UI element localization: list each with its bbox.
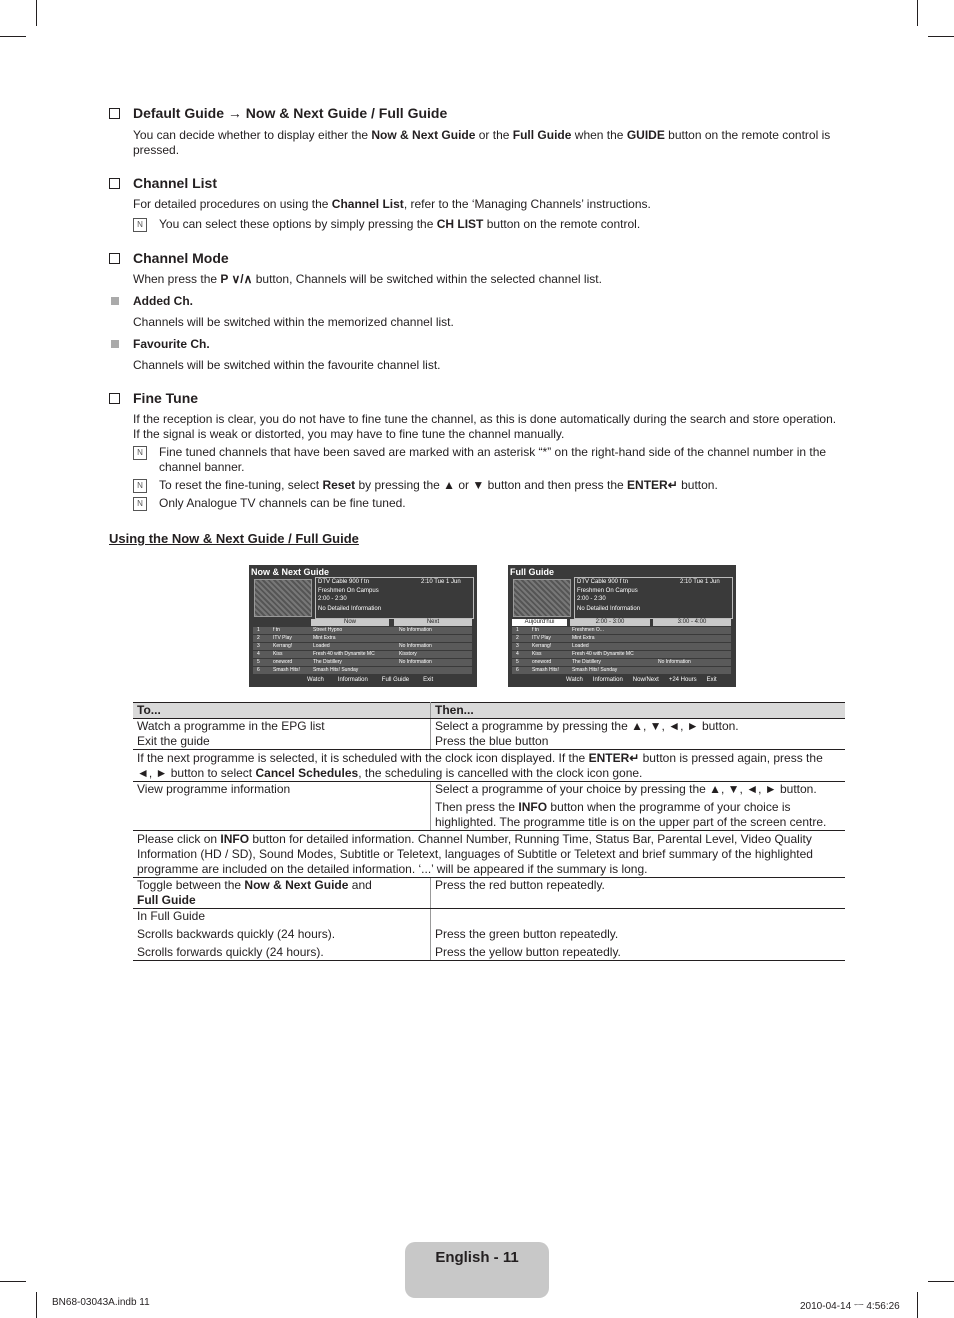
col-now: Now bbox=[311, 619, 389, 626]
checkbox-bullet-icon bbox=[109, 253, 120, 264]
footer-item: Information bbox=[592, 677, 623, 683]
heading-text: Channel List bbox=[133, 175, 218, 191]
heading-text: Fine Tune bbox=[133, 390, 199, 406]
crop-mark bbox=[36, 1292, 37, 1318]
preview-thumbnail bbox=[513, 579, 571, 617]
epg-cell: f tn bbox=[532, 627, 539, 633]
note-icon: N bbox=[133, 446, 147, 460]
crop-mark bbox=[0, 36, 26, 37]
footer-item: Exit bbox=[423, 677, 434, 683]
epg-cell: oneword bbox=[532, 659, 552, 665]
heading-channel-list bbox=[109, 175, 217, 191]
now-next-guide-screen bbox=[249, 565, 477, 687]
epg-cell: 1 bbox=[516, 627, 519, 633]
epg-row[interactable] bbox=[512, 635, 731, 642]
table-header bbox=[133, 703, 845, 719]
table-row: In Full Guide Scrolls backwards quickly (24 hours). Scrolls forwards quickly (24 hours). Press the green button repeatedly. Press the yellow button repeatedly. bbox=[133, 909, 845, 961]
table-row: Exit the guide Press the blue button bbox=[133, 734, 845, 750]
epg-row[interactable] bbox=[512, 667, 731, 674]
full-guide-screen bbox=[508, 565, 736, 687]
epg-cell: ITV Play bbox=[273, 635, 292, 641]
added-ch-title: Added Ch. bbox=[133, 294, 193, 308]
crop-mark bbox=[928, 36, 954, 37]
table-row: If the next programme is selected, it is scheduled with the clock icon displayed. If the ENTER↵ button is pressed again, press the ◄, ► button to select Cancel Schedules, the scheduling is cancelled with the clock icon gone. bbox=[133, 750, 845, 782]
epg-cell: The Distillery bbox=[313, 659, 342, 665]
channel-list-note: N You can select these options by simply pressing the CH LIST button on the remote control. bbox=[133, 217, 843, 232]
epg-row[interactable] bbox=[253, 667, 472, 674]
fine-tune-note-2: N To reset the fine-tuning, select Reset by pressing the ▲ or ▼ button and then press the ENTER↵ button. bbox=[133, 478, 843, 493]
epg-row[interactable] bbox=[512, 627, 731, 634]
square-bullet-icon bbox=[111, 340, 119, 348]
epg-cell: 4 bbox=[257, 651, 260, 657]
epg-cell: Smash Hits! bbox=[273, 667, 300, 673]
fine-tune-note-1: N Fine tuned channels that have been saved are marked with an asterisk “*” on the right-hand side of the channel number in the channel banner. bbox=[133, 445, 843, 475]
fine-tune-note-3: N Only Analogue TV channels can be fine tuned. bbox=[133, 496, 843, 511]
col-next: Next bbox=[394, 619, 472, 626]
heading-text: Default Guide → Now & Next Guide / Full Guide bbox=[133, 105, 448, 121]
footer-item: Exit bbox=[706, 677, 717, 683]
epg-cell: No Information bbox=[658, 659, 691, 665]
epg-cell: 2 bbox=[257, 635, 260, 641]
crop-mark bbox=[917, 1292, 918, 1318]
favourite-ch-title: Favourite Ch. bbox=[133, 337, 210, 351]
square-bullet-icon bbox=[111, 297, 119, 305]
programme-info-box bbox=[315, 577, 474, 619]
clock: 2:10 Tue 1 Jun bbox=[680, 579, 720, 585]
epg-cell: Street Hypno bbox=[313, 627, 343, 633]
epg-cell: 5 bbox=[257, 659, 260, 665]
epg-cell: 4 bbox=[516, 651, 519, 657]
default-guide-body: You can decide whether to display either the Now & Next Guide or the Full Guide when the GUIDE button on the remote control is pressed. bbox=[133, 128, 831, 157]
channel-list-body: For detailed procedures on using the Channel List, refer to the ‘Managing Channels’ instructions. bbox=[133, 197, 651, 211]
epg-cell: No Information bbox=[399, 643, 432, 649]
epg-cell: 6 bbox=[516, 667, 519, 673]
checkbox-bullet-icon bbox=[109, 393, 120, 404]
table-row: Watch a programme in the EPG list Select a programme by pressing the ▲, ▼, ◄, ► button. bbox=[133, 719, 845, 735]
checkbox-bullet-icon bbox=[109, 178, 120, 189]
info-line: 2:00 - 2:30 bbox=[577, 596, 606, 602]
epg-cell: 6 bbox=[257, 667, 260, 673]
crop-mark bbox=[36, 0, 37, 26]
epg-row[interactable] bbox=[253, 643, 472, 650]
epg-cell: Fresh 40 with Dynamite MC bbox=[313, 651, 375, 657]
epg-cell: 1 bbox=[257, 627, 260, 633]
epg-cell: Loaded bbox=[313, 643, 330, 649]
epg-cell: Kerrang! bbox=[273, 643, 293, 649]
col-slot-2: 3:00 - 4:00 bbox=[653, 619, 731, 626]
info-line: No Detailed Information bbox=[318, 606, 382, 612]
epg-row[interactable] bbox=[253, 659, 472, 666]
footer-file: BN68-03043A.indb 11 bbox=[52, 1297, 150, 1308]
epg-cell: 3 bbox=[516, 643, 519, 649]
epg-row[interactable] bbox=[253, 651, 472, 658]
epg-cell: Kerrang! bbox=[532, 643, 552, 649]
footer-item: Now/Next bbox=[632, 677, 659, 683]
info-line: No Detailed Information bbox=[577, 606, 641, 612]
footer-item: Watch bbox=[307, 677, 324, 683]
epg-cell: ITV Play bbox=[532, 635, 551, 641]
info-line: DTV Cable 900 f tn bbox=[577, 579, 629, 585]
epg-cell: The Distillery bbox=[572, 659, 601, 665]
guide-actions-table bbox=[133, 702, 845, 961]
epg-cell: Kisstory bbox=[399, 651, 417, 657]
epg-cell: No Information bbox=[399, 627, 432, 633]
col-day: Aujourd'hui bbox=[512, 619, 567, 626]
epg-cell: Smash Hits! bbox=[532, 667, 559, 673]
epg-cell: Loaded bbox=[572, 643, 589, 649]
heading-fine-tune bbox=[109, 390, 198, 406]
table-row: View programme information Select a programme of your choice by pressing the ▲, ▼, ◄, ► button. Then press the INFO button when the programme of your choice is highlighted. The programme title is on the upper part of the screen centre. bbox=[133, 782, 845, 831]
heading-default-guide bbox=[109, 105, 447, 121]
added-ch-text: Channels will be switched within the memorized channel list. bbox=[133, 315, 454, 329]
epg-cell: f tn bbox=[273, 627, 280, 633]
table-row: Please click on INFO button for detailed information. Channel Number, Running Time, Status Bar, Parental Level, Video Quality Information (HD / SD), Sound Modes, Subtitle or Teletext, languages of Subtitle or Teletext and brief summary of the highlighted programme are included on the detailed information. ‘...’ will be appeared if the summary is long. bbox=[133, 831, 845, 878]
footer-item: +24 Hours bbox=[668, 677, 697, 683]
clock: 2:10 Tue 1 Jun bbox=[421, 579, 461, 585]
epg-cell: 3 bbox=[257, 643, 260, 649]
epg-cell: Smash Hits! Sunday bbox=[572, 667, 618, 673]
epg-cell: Mint Extra bbox=[572, 635, 595, 641]
epg-cell: 2 bbox=[516, 635, 519, 641]
guide-section-title: Using the Now & Next Guide / Full Guide bbox=[109, 531, 359, 546]
preview-thumbnail bbox=[254, 579, 312, 617]
heading-text: Channel Mode bbox=[133, 250, 229, 266]
epg-row[interactable] bbox=[512, 643, 731, 650]
footer-item: Information bbox=[337, 677, 368, 683]
header-cell: Then... bbox=[431, 703, 846, 719]
epg-row[interactable] bbox=[253, 635, 472, 642]
favourite-ch-text: Channels will be switched within the favourite channel list. bbox=[133, 358, 441, 372]
epg-cell: No Information bbox=[399, 659, 432, 665]
screen-title: Full Guide bbox=[510, 567, 554, 577]
epg-row[interactable] bbox=[512, 659, 731, 666]
page-number-badge: English - 11 bbox=[405, 1242, 549, 1298]
epg-cell: oneword bbox=[273, 659, 293, 665]
note-icon: N bbox=[133, 479, 147, 493]
header-cell: To... bbox=[133, 703, 431, 719]
epg-cell: Kiss bbox=[532, 651, 542, 657]
fine-tune-body: If the reception is clear, you do not have to fine tune the channel, as this is done automatically during the search and store operation. If the signal is weak or distorted, you may have to fine tune the channel manually. bbox=[133, 412, 837, 441]
channel-mode-body: When press the P ∨/∧ button, Channels will be switched within the selected channel list. bbox=[133, 272, 602, 286]
epg-cell: Mint Extra bbox=[313, 635, 336, 641]
screen-footer bbox=[307, 677, 477, 683]
heading-channel-mode bbox=[109, 250, 229, 266]
crop-mark bbox=[0, 1281, 26, 1282]
crop-mark bbox=[928, 1281, 954, 1282]
screen-title: Now & Next Guide bbox=[251, 567, 330, 577]
crop-mark bbox=[917, 0, 918, 26]
epg-cell: Smash Hits! Sunday bbox=[313, 667, 359, 673]
note-icon: N bbox=[133, 218, 147, 232]
programme-info-box bbox=[574, 577, 733, 619]
screen-footer bbox=[566, 677, 736, 683]
epg-row[interactable] bbox=[253, 627, 472, 634]
footer-item: Watch bbox=[566, 677, 583, 683]
footer-timestamp: 2010-04-14 ㅡ 4:56:26 bbox=[800, 1301, 900, 1312]
epg-cell: Fresh 40 with Dynamite MC bbox=[572, 651, 634, 657]
checkbox-bullet-icon bbox=[109, 108, 120, 119]
epg-cell: Freshmen O... bbox=[572, 627, 604, 633]
info-line: 2:00 - 2:30 bbox=[318, 596, 347, 602]
table-row: Toggle between the Now & Next Guide and Full Guide Press the red button repeatedly. bbox=[133, 878, 845, 909]
col-slot-1: 2:00 - 3:00 bbox=[570, 619, 650, 626]
epg-cell: Kiss bbox=[273, 651, 283, 657]
note-icon: N bbox=[133, 497, 147, 511]
epg-cell: 5 bbox=[516, 659, 519, 665]
footer-item: Full Guide bbox=[381, 677, 410, 683]
epg-row[interactable] bbox=[512, 651, 731, 658]
info-line: Freshmen On Campus bbox=[577, 588, 638, 594]
info-line: DTV Cable 900 f tn bbox=[318, 579, 370, 585]
info-line: Freshmen On Campus bbox=[318, 588, 379, 594]
